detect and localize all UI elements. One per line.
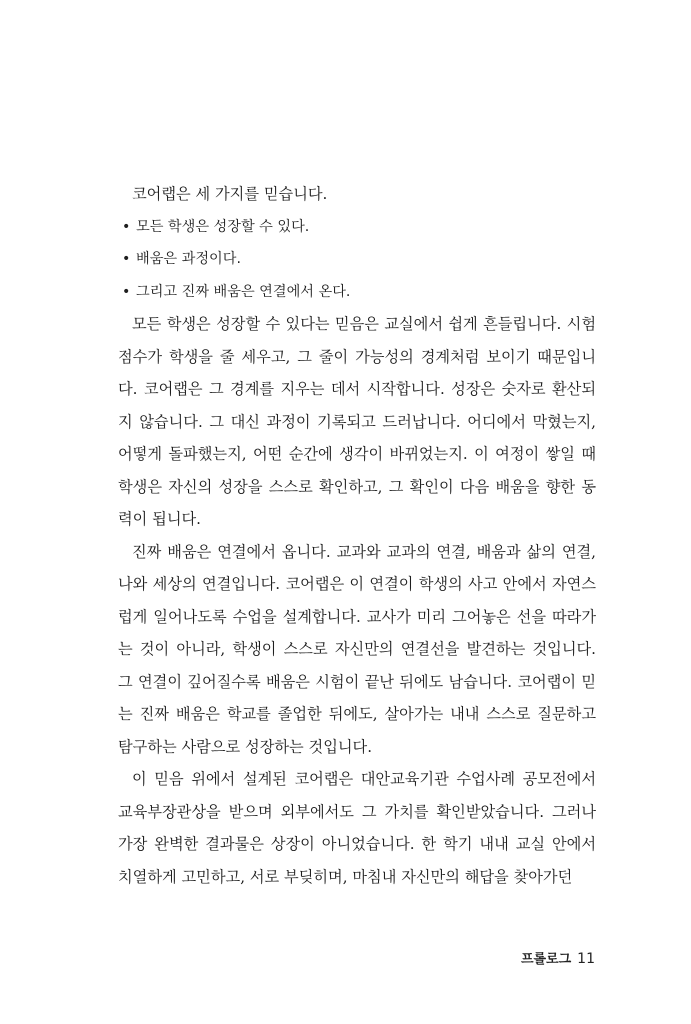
section-title: 프롤로그 — [520, 952, 572, 967]
paragraph: 진짜 배움은 연결에서 옵니다. 교과와 교과의 연결, 배움과 삶의 연결, 나와 세상의 연결입니다. 코어랩은 이 연결이 학생의 사고 안에서 자연스럽게 일어나도록 수업을 설계합니다. 교사가 미리 그어놓은 선을 따라가는 것이 아니라, 학생이 스스로 자신만의 연결선을 발견하는 것입니다. 그 연결이 깊어질수록 배움은 시험이 끝난 뒤에도 남습니다. 코어랩이 믿는 진짜 배움은 학교를 졸업한 뒤에도, 살아가는 내내 스스로 질문하고 탐구하는 사람으로 성장하는 것입니다. — [118, 542, 596, 756]
paragraph: 이 믿음 위에서 설계된 코어랩은 대안교육기관 수업사례 공모전에서 교육부장관상을 받으며 외부에서도 그 가치를 확인받았습니다. 그러나 가장 완벽한 결과물은 상장이 아니었습니다. 한 학기 내내 교실 안에서 치열하게 고민하고, 서로 부딪히며, 마침내 자신만의 해답을 찾아가던 — [118, 770, 596, 886]
belief-item — [118, 243, 596, 276]
intro-line: 코어랩은 세 가지를 믿습니다. — [132, 185, 328, 203]
body-text — [118, 178, 596, 893]
bullet-icon: • — [122, 283, 131, 300]
belief-item — [118, 276, 596, 309]
belief-item — [118, 211, 596, 244]
page-number: 11 — [577, 951, 595, 967]
belief-text: 모든 학생은 성장할 수 있다. — [136, 218, 310, 235]
belief-text: 배움은 과정이다. — [136, 251, 241, 267]
page-footer — [521, 948, 595, 967]
bullet-icon: • — [122, 218, 131, 235]
bullet-icon: • — [122, 251, 131, 267]
paragraph: 모든 학생은 성장할 수 있다는 믿음은 교실에서 쉽게 흔들립니다. 시험 점수가 학생을 줄 세우고, 그 줄이 가능성의 경계처럼 보이기 때문입니다. 코어랩은 그 경계를 지우는 데서 시작합니다. 성장은 숫자로 환산되지 않습니다. 그 대신 과정이 기록되고 드러납니다. 어디에서 막혔는지, 어떻게 돌파했는지, 어떤 순간에 생각이 바뀌었는지. 이 여정이 쌓일 때 학생은 자신의 성장을 스스로 확인하고, 그 확인이 다음 배움을 향한 동력이 됩니다. — [118, 315, 596, 528]
belief-list — [118, 211, 596, 309]
belief-text: 그리고 진짜 배움은 연결에서 온다. — [136, 283, 351, 300]
